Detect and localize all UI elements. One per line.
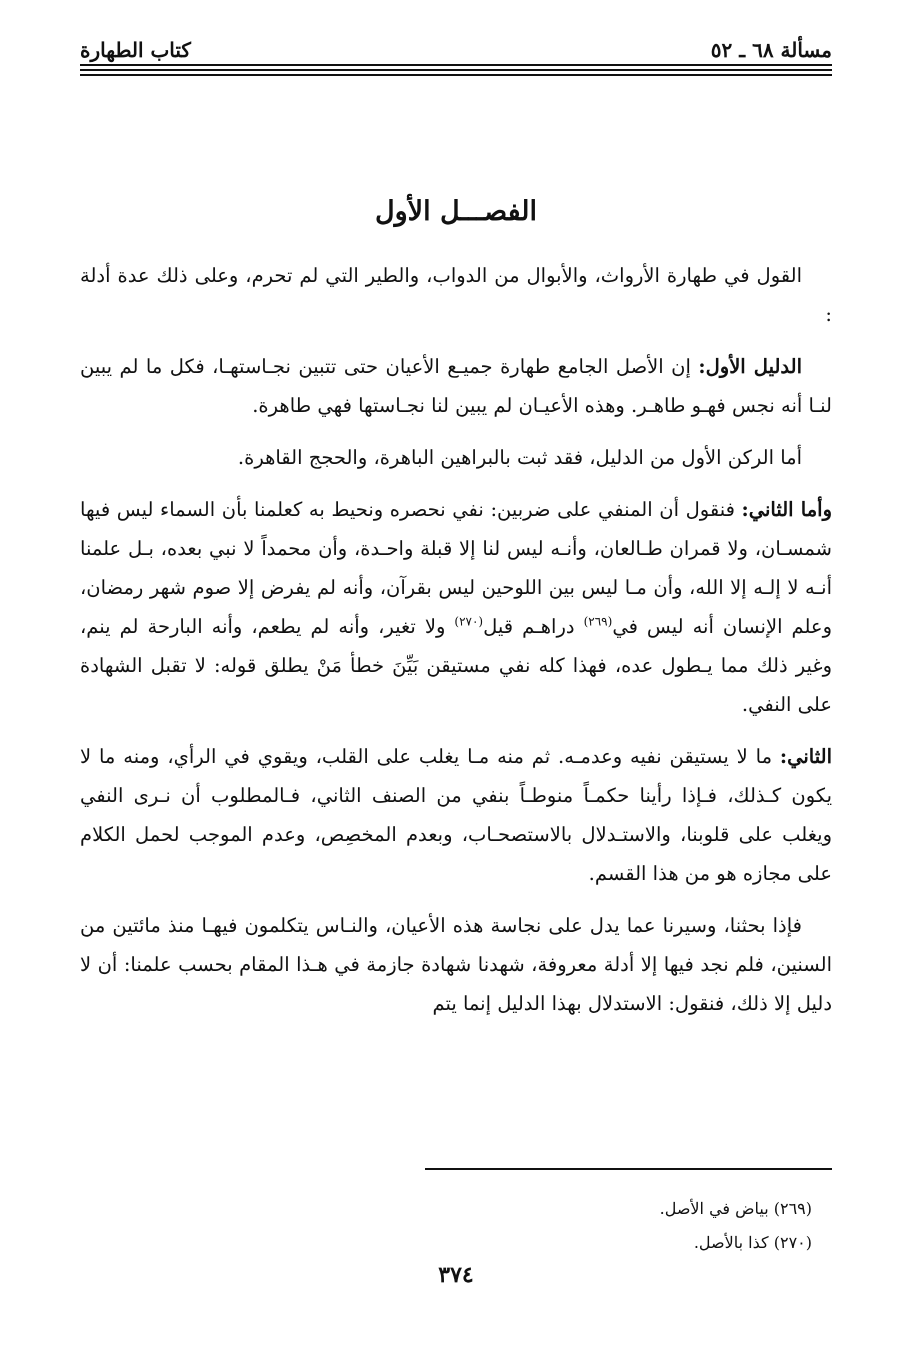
paragraph-text: إن الأصل الجامع طهارة جميـع الأعيان حتى تتبين نجـاستهـا، فكل ما لم يبين لنـا أنه نجس فهـو طاهـر. وهذه الأعيـان لم يبين لنا نجـاستها فهي طاهرة.	[80, 355, 832, 417]
footnote: (٢٦٩) بياض في الأصل.	[659, 1199, 812, 1218]
footnote-marker: (٢٦٩)	[583, 614, 613, 629]
header-rule	[80, 69, 832, 71]
paragraph-lead: وأما الثاني:	[741, 498, 832, 521]
paragraph	[80, 347, 832, 425]
paragraph	[80, 490, 832, 724]
paragraph: القول في طهارة الأرواث، والأبوال من الدواب، والطير التي لم تحرم، وعلى ذلك عدة أدلة :	[80, 264, 832, 326]
paragraph: أما الركن الأول من الدليل، فقد ثبت بالبراهين الباهرة، والحجج القاهرة.	[237, 446, 802, 469]
paragraph-text: ما لا يستيقن نفيه وعدمـه. ثم منه مـا يغلب على القلب، ويقوي في الرأي، ومنه ما لا يكون كـذلك، فـإذا رأينا حكمـاً منوطـاً بنفي من الصنف الثاني، فـالمطلوب أن نـرى النفي ويغلب على قلوبنا، والاستـدلال بالاستصحـاب، وبعدم المخصِص، وعدم الموجب لحمل الكلام على مجازه هو من هذا القسم.	[80, 745, 832, 885]
paragraph-lead: الثاني:	[779, 745, 832, 768]
header-issue-range: مسألة ٦٨ ـ ٥٢	[710, 38, 832, 62]
header-book-title: كتاب الطهارة	[80, 38, 191, 62]
paragraph-text: فنقول أن المنفي على ضربين: نفي نحصره ونحيط به كعلمنا بأن السماء ليس فيها شمسـان، ولا قمران طـالعان، وأنـه ليس لنا إلا قبلة واحـدة، وأن محمداً لا نبي بعده، بـل علمنا أنـه لا إلـه إلا الله، وأن مـا ليس بين اللوحين ليس بقرآن، وأنه لم يفرض إلا صوم شهر رمضان، وعلم الإنسان أنه ليس في	[80, 498, 832, 638]
header-rule	[80, 74, 832, 76]
paragraph: فإذا بحثنا، وسيرنا عما يدل على نجاسة هذه الأعيان، والنـاس يتكلمون فيهـا منذ مائتين من السنين، فلم نجد فيها إلا أدلة معروفة، شهدنا شهادة جازمة في هـذا المقام بحسب علمنا: أن لا دليل إلا ذلك، فنقول: الاستدلال بهذا الدليل إنما يتم	[80, 914, 832, 1015]
paragraph	[80, 737, 832, 893]
footnote-marker: (٢٧٠)	[454, 614, 484, 629]
main-text	[80, 256, 832, 1036]
paragraph-lead: الدليل الأول:	[698, 355, 802, 378]
page-number: ٣٧٤	[438, 1262, 474, 1288]
paragraph-text: ولا تغير، وأنه لم يطعم، وأنه البارحة لم ينم، وغير ذلك مما يـطول عده، فهذا كله نفي مستيقن بَيِّنَ خطأ مَنْ يطلق قوله: لا تقبل الشهادة على النفي.	[80, 615, 832, 716]
running-header	[80, 30, 832, 62]
paragraph-text: دراهـم قيل	[483, 615, 584, 638]
footnote-separator	[425, 1168, 832, 1170]
chapter-title: الفصـــل الأول	[375, 196, 537, 227]
header-rule	[80, 64, 832, 66]
footnote: (٢٧٠) كذا بالأصل.	[693, 1233, 812, 1252]
footnotes	[80, 1192, 832, 1260]
